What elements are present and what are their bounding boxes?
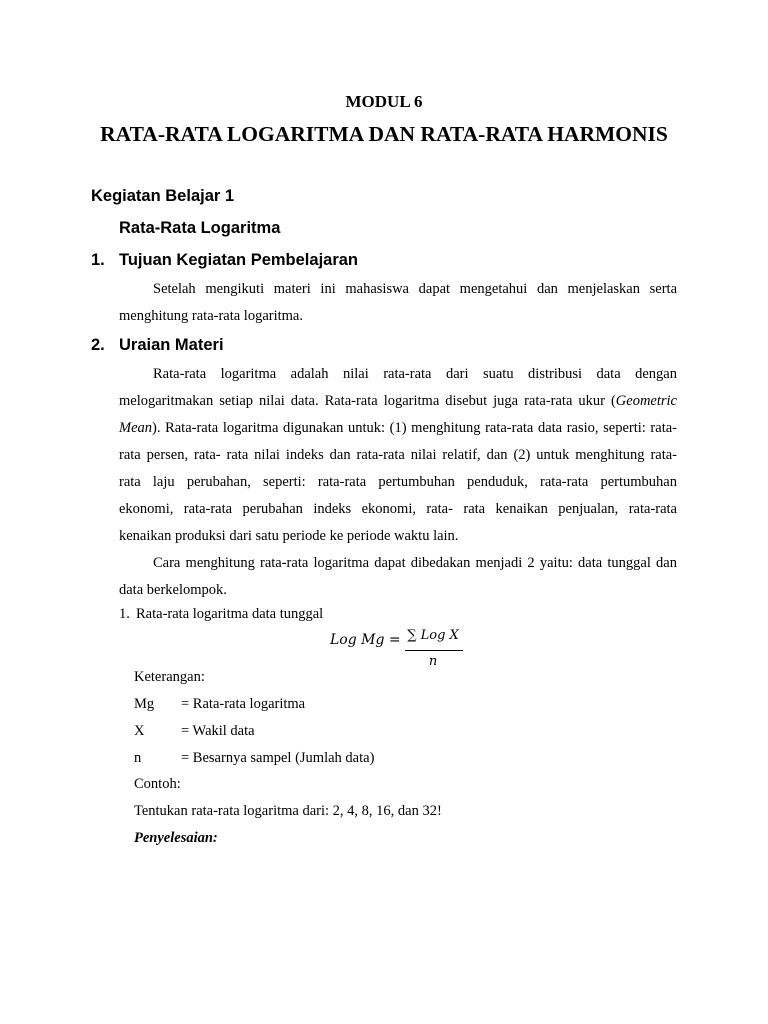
penyelesaian-label: Penyelesaian: [134, 830, 218, 846]
uraian-p1-line-2 [119, 391, 677, 411]
uraian-p2-line-2: data berkelompok. [119, 582, 227, 598]
keterangan-symbol-x: X [134, 723, 145, 739]
section-2-number: 2. [91, 336, 105, 354]
uraian-p1-line-6: ekonomi, rata-rata perubahan indeks ekonomi, rata- rata kenaikan penjualan, rata-rata [119, 501, 677, 517]
uraian-p1-line-5: rata laju perubahan, seperti: rata-rata pertumbuhan penduduk, rata-rata pertumbuhan [119, 474, 677, 490]
formula-denominator: n [428, 654, 438, 669]
contoh-label: Contoh: [134, 776, 181, 792]
mean-term: Mean [119, 420, 153, 436]
section-1-heading: Tujuan Kegiatan Pembelajaran [119, 251, 359, 269]
keterangan-label: Keterangan: [134, 669, 205, 685]
item-1-label: Rata-rata logaritma data tunggal [136, 606, 324, 622]
section-1-number: 1. [91, 251, 105, 269]
uraian-p1-line-3b: ). Rata-rata logaritma digunakan untuk: (1) menghitung rata-rata data rasio, seperti: rata- [152, 420, 677, 436]
uraian-p1-line-4: rata persen, rata- rata nilai indeks dan rata-rata nilai relatif, dan (2) untuk menghitung rata- [119, 447, 677, 463]
tujuan-line-2: menghitung rata-rata logaritma. [119, 308, 303, 324]
keterangan-symbol-mg: Mg [134, 696, 155, 712]
tujuan-line-1: Setelah mengikuti materi ini mahasiswa dapat mengetahui dan menjelaskan serta [153, 281, 677, 297]
uraian-p2-line-1: Cara menghitung rata-rata logaritma dapat dibedakan menjadi 2 yaitu: data tunggal dan [153, 555, 677, 571]
keterangan-desc-mg: = Rata-rata logaritma [181, 696, 306, 712]
uraian-p1-line-7: kenaikan produksi dari satu periode ke periode waktu lain. [119, 528, 459, 544]
activity-subtitle: Rata-Rata Logaritma [119, 219, 281, 237]
contoh-text: Tentukan rata-rata logaritma dari: 2, 4, 8, 16, dan 32! [134, 803, 442, 819]
page-title: RATA-RATA LOGARITMA DAN RATA-RATA HARMONIS [100, 122, 668, 146]
numerator-text: Log X [420, 628, 459, 643]
uraian-p1-line-2a: melogaritmakan setiap nilai data. Rata-rata logaritma disebut juga rata-rata ukur ( [119, 393, 616, 409]
keterangan-symbol-n: n [134, 750, 142, 766]
formula-lhs: Log Mg = [330, 632, 401, 648]
uraian-p1-line-1: Rata-rata logaritma adalah nilai rata-rata dari suatu distribusi data dengan [153, 366, 677, 382]
activity-heading: Kegiatan Belajar 1 [91, 187, 235, 205]
uraian-p1-line-3 [119, 418, 677, 438]
module-label: MODUL 6 [345, 92, 423, 111]
geometric-term: Geometric [615, 393, 677, 409]
sum-symbol: ∑ [407, 628, 417, 643]
keterangan-desc-x: = Wakil data [181, 723, 255, 739]
item-1-number: 1. [119, 606, 130, 622]
formula-numerator [401, 628, 465, 643]
keterangan-desc-n: = Besarnya sampel (Jumlah data) [181, 750, 375, 766]
section-2-heading: Uraian Materi [119, 336, 224, 354]
fraction-bar [405, 650, 463, 651]
